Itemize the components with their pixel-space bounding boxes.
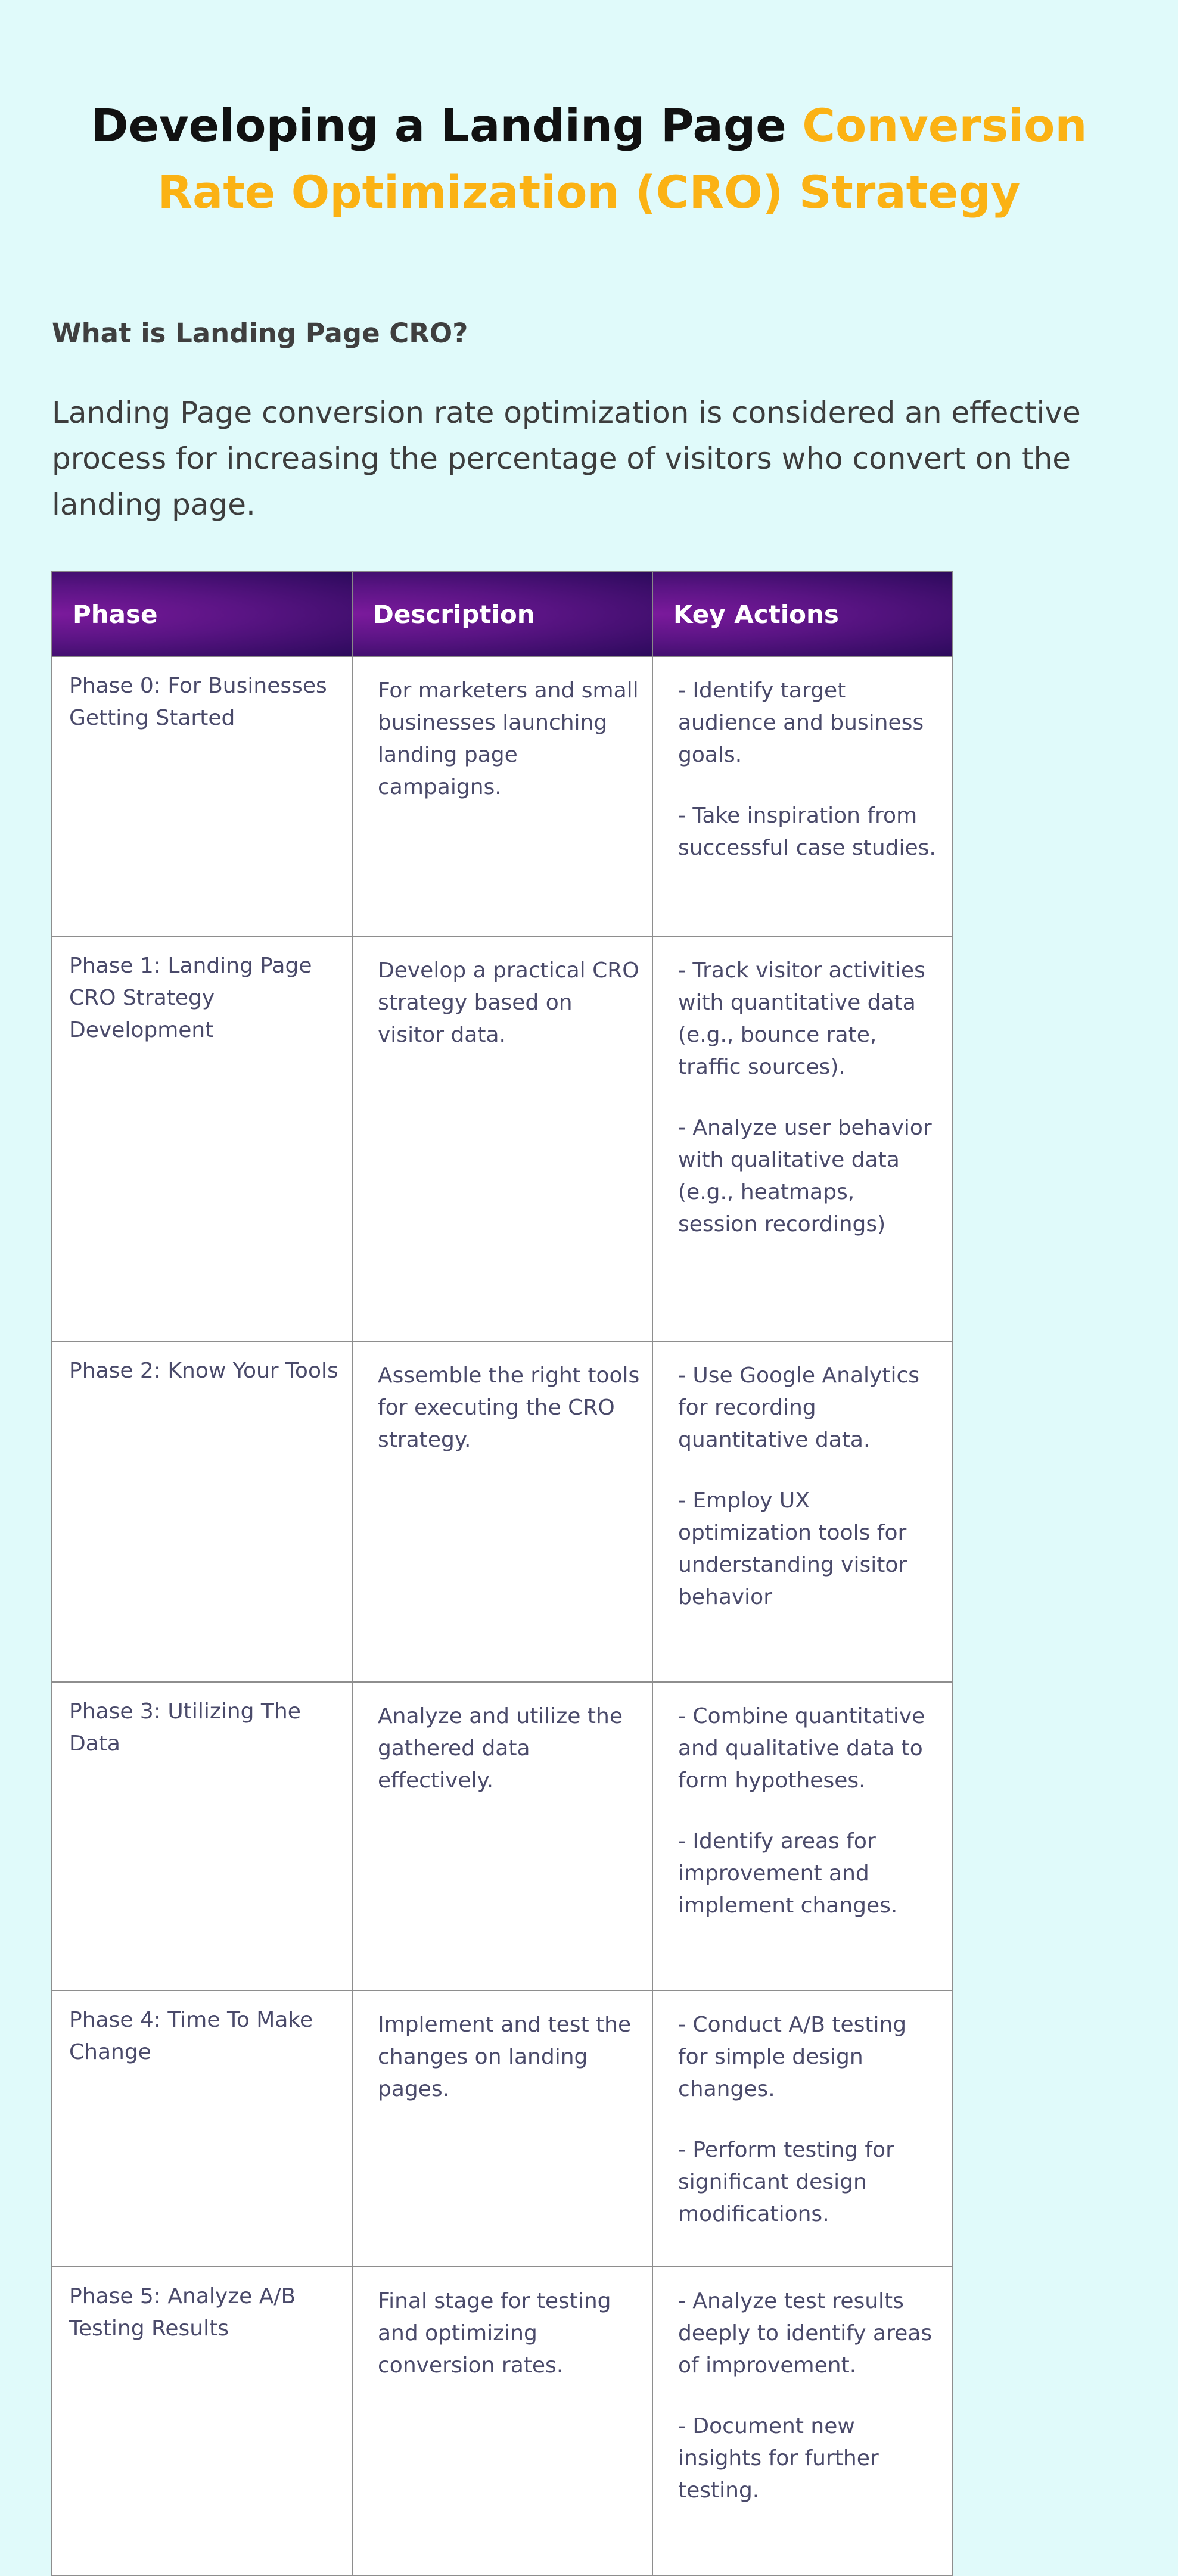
phase-cell: Phase 2: Know Your Tools	[52, 1341, 352, 1682]
header-description: Description	[352, 572, 652, 656]
title-part-3: Rate Optimization (CRO) Strategy	[157, 166, 1021, 219]
table-row	[52, 656, 953, 936]
cro-phases-table	[51, 571, 953, 2576]
description-cell: For marketers and small businesses launching landing page campaigns.	[352, 656, 652, 936]
phase-cell: Phase 4: Time To Make Change	[52, 1991, 352, 2267]
action-item: - Identify target audience and business goals.	[678, 678, 924, 767]
table-row	[52, 1682, 953, 1991]
description-cell: Develop a practical CRO strategy based on visitor data.	[352, 936, 652, 1341]
key-actions-cell	[652, 656, 953, 936]
action-item: - Combine quantitative and qualitative data to form hypotheses.	[678, 1704, 925, 1793]
header-key-actions: Key Actions	[652, 572, 953, 656]
key-actions-cell	[652, 936, 953, 1341]
description-cell: Analyze and utilize the gathered data effectively.	[352, 1682, 652, 1991]
description-cell: Final stage for testing and optimizing conversion rates.	[352, 2267, 652, 2575]
action-item: - Analyze user behavior with qualitative data (e.g., heatmaps, session recordings)	[678, 1116, 932, 1236]
action-item: - Analyze test results deeply to identify areas of improvement.	[678, 2289, 933, 2378]
phase-cell: Phase 0: For Businesses Getting Started	[52, 656, 352, 936]
description-cell: Assemble the right tools for executing the CRO strategy.	[352, 1341, 652, 1682]
key-actions-cell	[652, 1991, 953, 2267]
phase-cell: Phase 3: Utilizing The Data	[52, 1682, 352, 1991]
description-cell: Implement and test the changes on landing pages.	[352, 1991, 652, 2267]
action-item: - Identify areas for improvement and implement changes.	[678, 1829, 898, 1918]
section-heading: What is Landing Page CRO?	[52, 317, 468, 349]
phase-cell: Phase 1: Landing Page CRO Strategy Development	[52, 936, 352, 1341]
title-part-1: Developing a Landing Page	[91, 99, 803, 152]
action-item: - Take inspiration from successful case studies.	[678, 803, 936, 860]
table-row	[52, 936, 953, 1341]
page-title	[0, 92, 1178, 226]
action-item: - Document new insights for further testing.	[678, 2414, 879, 2503]
phase-cell: Phase 5: Analyze A/B Testing Results	[52, 2267, 352, 2575]
header-phase: Phase	[52, 572, 352, 656]
title-part-2: Conversion	[802, 99, 1087, 152]
table-row	[52, 1991, 953, 2267]
action-item: - Conduct A/B testing for simple design changes.	[678, 2013, 907, 2101]
key-actions-cell	[652, 2267, 953, 2575]
table-header-row	[52, 572, 953, 656]
intro-paragraph: Landing Page conversion rate optimization is considered an effective process for increasing the percentage of visitors who convert on the landing page.	[52, 395, 1081, 522]
action-item: - Perform testing for significant design modifications.	[678, 2138, 894, 2226]
action-item: - Track visitor activities with quantitative data (e.g., bounce rate, traffic sources).	[678, 958, 925, 1079]
action-item: - Use Google Analytics for recording quantitative data.	[678, 1363, 919, 1452]
table-row	[52, 2267, 953, 2575]
action-item: - Employ UX optimization tools for understanding visitor behavior	[678, 1488, 907, 1609]
key-actions-cell	[652, 1682, 953, 1991]
key-actions-cell	[652, 1341, 953, 1682]
table-row	[52, 1341, 953, 1682]
